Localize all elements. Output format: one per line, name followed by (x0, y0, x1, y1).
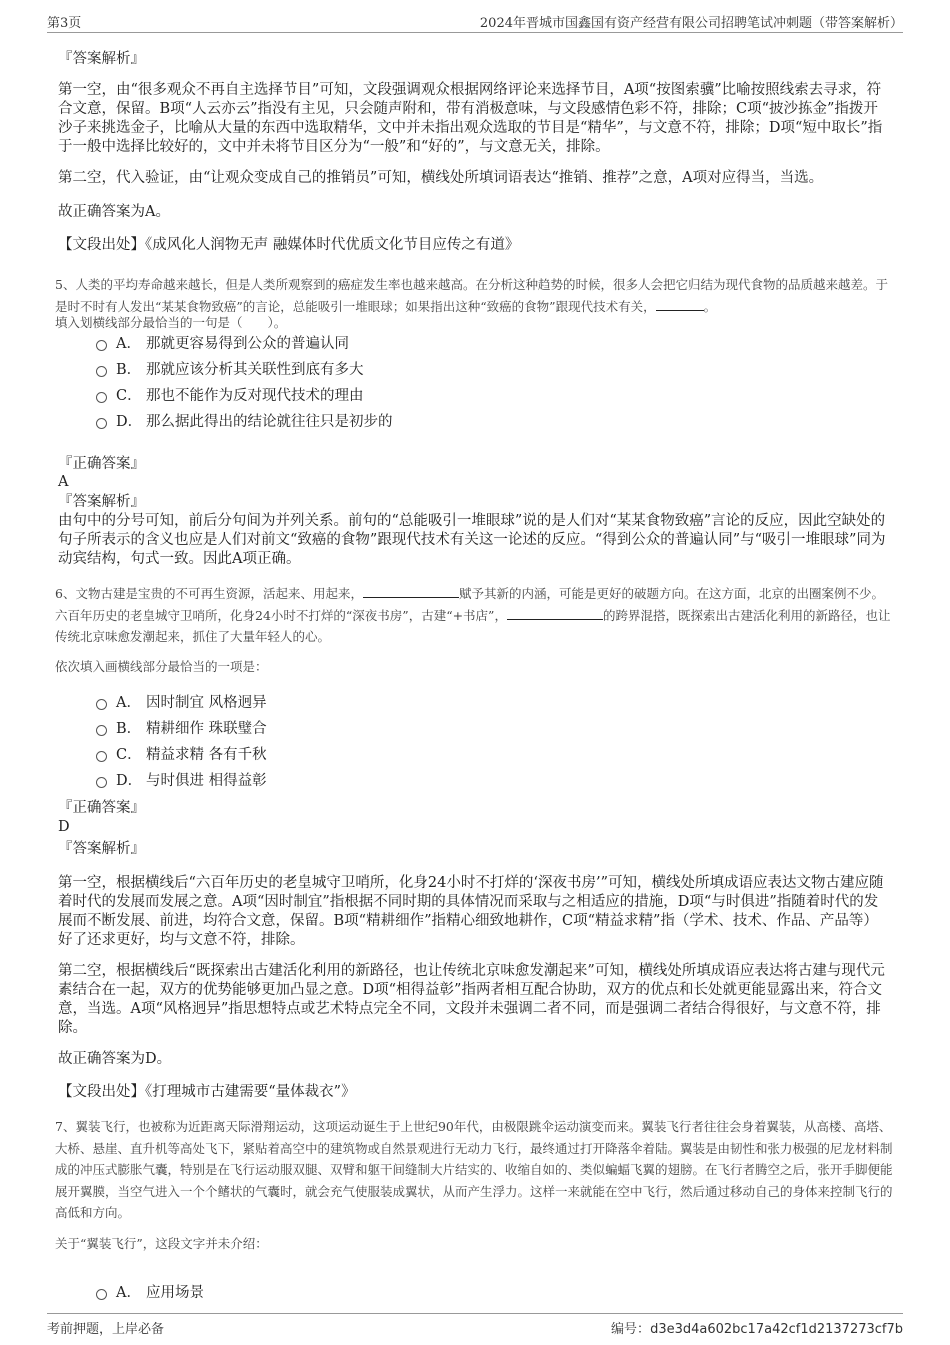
q4-analysis-p1: 第一空，由“很多观众不再自主选择节目”可知，文段强调观众根据网络评论来选择节目，A项“按图索骥”比喻按照线索去寻求，符合文意，保留。B项“人云亦云”指没有主见，只会随声附和，带有消极意味，与文段感情色彩不符，排除；C项“披沙拣金”指拨开沙子来挑选金子，比喻从大量的东西中选取精华，文中并未指出观众选取的节目是“精华”，与文意不符，排除；D项“短中取长”指于一般中选择比较好的，文中并未将节目区分为“一般”和“好的”，与文意无关，排除。 (58, 82, 883, 155)
q6-option-c[interactable]: C． 精益求精 各有千秋 (96, 744, 796, 766)
q5-answer-label: 『正确答案』 (58, 456, 145, 472)
q4-source: 【文段出处】《成风化人润物无声 融媒体时代优质文化节目应传之有道》 (58, 237, 520, 253)
q6-option-a[interactable]: A． 因时制宜 风格迥异 (96, 692, 796, 714)
q7-stem: 7、翼装飞行，也被称为近距离天际滑翔运动，这项运动诞生于上世纪90年代，由极限跳伞运动演变而来。翼装飞行者往往会身着翼装，从高楼、高塔、大桥、悬崖、直升机等高处飞下，紧贴着高空中的建筑物或自然景观进行无动力飞行，最终通过打开降落伞着陆。翼装是由韧性和张力极强的尼龙材料制成的冲压式膨胀气囊，特别是在飞行运动服双腿、双臂和躯干间缝制大片结实的、收缩自如的、类似蝙蝠飞翼的翅膀。在飞行者腾空之后，张开手脚便能展开翼膜，当空气进入一个个鳍状的气囊时，就会充气使服装成翼状，从而产生浮力。这样一来就能在空中飞行，然后通过移动自己的身体来控制飞行的高低和方向。 (55, 1119, 893, 1220)
radio-icon[interactable] (96, 392, 107, 403)
document-code: 编号：d3e3d4a602bc17a42cf1d2137273cf7b (611, 1322, 903, 1337)
q5-option-a[interactable]: A． 那就更容易得到公众的普遍认同 (96, 333, 796, 355)
q6-blank-2 (507, 607, 603, 620)
q6-answer: D (58, 819, 70, 835)
q6-analysis-p3: 故正确答案为D。 (58, 1051, 172, 1067)
q5-stem: 5、人类的平均寿命越来越长，但是人类所观察到的癌症发生率也越来越高。在分析这种趋势的时候，很多人会把它归结为现代食物的品质越来越差。于是时不时有人发出“某某食物致癌”的言论，总能吸引一堆眼球；如果指出这种“致癌的食物”跟现代技术有关， 。 (55, 277, 888, 314)
q6-analysis-p1: 第一空，根据横线后“六百年历史的老皇城守卫哨所，化身24小时不打烊的‘深夜书房’”可知，横线处所填成语应表达文物古建应随着时代的发展而发展之意。A项“因时制宜”指根据不同时期的具体情况而采取与之相适应的措施，D项“与时俱进”指随着时代的发展而不断发展、前进，均符合文意，保留。B项“精耕细作”指精心细致地耕作，C项“精益求精”指（学术、技术、作品、产品等）好了还求更好，均与文意不符，排除。 (58, 875, 884, 948)
footer-slogan: 考前押题，上岸必备 (47, 1322, 165, 1337)
q5-analysis: 由句中的分号可知，前后分句间为并列关系。前句的“总能吸引一堆眼球”说的是人们对“某某食物致癌”言论的反应，因此空缺处的句子所表示的含义也应是人们对前文“致癌的食物”跟现代技术有关这一论述的反应。“得到公众的普遍认同”与“吸引一堆眼球”同为动宾结构，句式一致。因此A项正确。 (58, 513, 886, 567)
q4-analysis-label: 『答案解析』 (58, 51, 145, 67)
radio-icon[interactable] (96, 1289, 107, 1300)
q5-option-c[interactable]: C． 那也不能作为反对现代技术的理由 (96, 385, 796, 407)
q5-answer: A (58, 474, 69, 490)
q6-analysis-p2: 第二空，根据横线后“既探索出古建活化利用的新路径，也让传统北京味愈发潮起来”可知，横线处所填成语应表达将古建与现代元素结合在一起，双方的优势能够更加凸显之意。D项“相得益彰”指两者相互配合协助，双方的优点和长处就更能显露出来，符合文意，当选。A项“风格迥异”指思想特点或艺术特点完全不同，文段并未强调二者不同，而是强调二者结合得很好，与文意不符，排除。 (58, 963, 885, 1036)
page-number: 第3页 (47, 16, 82, 31)
radio-icon[interactable] (96, 418, 107, 429)
q5-option-d[interactable]: D． 那么据此得出的结论就往往只是初步的 (96, 411, 796, 433)
q5-ask: 填入划横线部分最恰当的一句是（ ）。 (55, 315, 287, 330)
q4-analysis-p3: 故正确答案为A。 (58, 204, 170, 220)
q6-option-b[interactable]: B． 精耕细作 珠联璧合 (96, 718, 796, 740)
radio-icon[interactable] (96, 699, 107, 710)
q5-analysis-label: 『答案解析』 (58, 494, 145, 510)
page-header (47, 12, 903, 33)
radio-icon[interactable] (96, 777, 107, 788)
radio-icon[interactable] (96, 751, 107, 762)
document-title: 2024年晋城市国鑫国有资产经营有限公司招聘笔试冲刺题（带答案解析） (479, 16, 903, 31)
q5-option-b[interactable]: B． 那就应该分析其关联性到底有多大 (96, 359, 796, 381)
q4-analysis-p2: 第二空，代入验证，由“让观众变成自己的推销员”可知，横线处所填词语表达“推销、推荐”之意，A项对应得当，当选。 (58, 170, 824, 186)
q7-ask: 关于“翼装飞行”，这段文字并未介绍： (55, 1236, 268, 1251)
q7-option-a[interactable]: A． 应用场景 (96, 1282, 796, 1304)
q6-analysis-label: 『答案解析』 (58, 841, 145, 857)
q6-blank-1 (363, 585, 459, 598)
q6-stem: 6、文物古建是宝贵的不可再生资源，活起来、用起来， 赋予其新的内涵，可能是更好的破题方向。在这方面，北京的出圈案例不少。六百年历史的老皇城守卫哨所，化身24小时不打烊的“深夜书房”，古建“+书店”， 的跨界混搭，既探索出古建活化利用的新路径，也让传统北京味愈发潮起来，抓住了大量年轻人的心。 (55, 586, 891, 644)
q6-answer-label: 『正确答案』 (58, 800, 145, 816)
radio-icon[interactable] (96, 340, 107, 351)
page-footer (47, 1313, 903, 1337)
q6-option-d[interactable]: D． 与时俱进 相得益彰 (96, 770, 796, 792)
q6-ask: 依次填入画横线部分最恰当的一项是： (55, 659, 268, 674)
q5-blank (656, 298, 704, 311)
radio-icon[interactable] (96, 725, 107, 736)
radio-icon[interactable] (96, 366, 107, 377)
q6-source: 【文段出处】《打理城市古建需要“量体裁衣”》 (58, 1084, 356, 1100)
